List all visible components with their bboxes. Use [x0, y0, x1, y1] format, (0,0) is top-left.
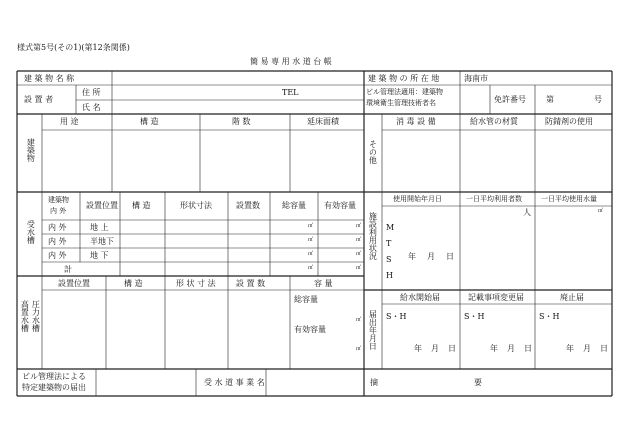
kyusuikan-header: 給水管の材質 [470, 117, 518, 126]
row2-total-unit: ㎥ [308, 237, 314, 243]
row3-inout: 内 外 [48, 251, 67, 260]
usage-hi: 日 [446, 252, 454, 261]
shape-header: 形状寸法 [180, 201, 212, 210]
row2-inout: 内 外 [48, 237, 67, 246]
kozo-header: 構 造 [140, 117, 159, 126]
building-side-label: 建築物 [26, 138, 36, 162]
remarks-label: 摘 [370, 378, 378, 387]
start-notice-hi: 日 [448, 344, 456, 353]
change-notice-tsuki: 月 [507, 344, 515, 353]
abolish-notice-header: 廃止届 [560, 293, 584, 302]
yoto-header: 用 途 [60, 117, 79, 126]
total-row-label: 計 [64, 265, 72, 274]
era-s: S [386, 255, 392, 264]
koochi-structure-header: 構 造 [124, 279, 143, 288]
koochi-position-header: 設置位置 [58, 279, 90, 288]
row1-effective-unit: ㎥ [356, 223, 362, 229]
kaisu-header: 階 数 [232, 117, 251, 126]
era-m: M [386, 223, 395, 232]
era-t: T [386, 239, 392, 248]
effective-capacity-header: 有効容量 [324, 201, 356, 210]
koochi-total-unit: ㎥ [356, 317, 362, 323]
row2-effective-unit: ㎥ [356, 237, 362, 243]
row1-position: 地 上 [90, 223, 109, 232]
dai-label: 第 [546, 95, 554, 104]
row3-total-unit: ㎥ [308, 251, 314, 257]
total-capacity-header: 総容量 [282, 201, 306, 210]
building-inout-header-2: 内 外 [50, 207, 67, 215]
abolish-notice-tsuki: 月 [583, 344, 591, 353]
operator-label: 受 水 道 事 業 名 [204, 378, 265, 387]
start-notice-header: 給水開始届 [400, 293, 440, 302]
unit-person: 人 [523, 208, 531, 217]
shodoku-header: 消 毒 設 備 [396, 117, 436, 126]
installer-label: 設 置 者 [24, 95, 54, 104]
abolish-notice-era: S・H [539, 312, 560, 321]
koochi-effective-capacity: 有効容量 [294, 325, 326, 334]
usage-nen: 年 [408, 252, 416, 261]
avg-users-header: 一日平均利用者数 [466, 195, 522, 203]
era-h: H [386, 271, 393, 280]
koochi-count-header: 設 置 数 [236, 279, 266, 288]
building-law-label-1: ビル管理法による [22, 372, 86, 381]
floor-area-header: 延床面積 [307, 117, 339, 126]
abolish-notice-hi: 日 [600, 344, 608, 353]
document-title: 簡 易 専 用 水 道 台 帳 [250, 57, 332, 66]
atsuryoku-side-label: 圧力水槽 [31, 300, 41, 332]
total-row-total-unit: ㎥ [308, 265, 314, 271]
row3-effective-unit: ㎥ [356, 251, 362, 257]
building-law-label-2: 特定建築物の届出 [22, 383, 86, 392]
row3-position: 地 下 [90, 251, 109, 260]
todokede-side-label: 届出年月日 [368, 310, 378, 350]
address-value: 海南市 [464, 74, 488, 83]
row1-inout: 内 外 [48, 223, 67, 232]
change-notice-era: S・H [464, 312, 485, 321]
start-notice-era: S・H [386, 312, 407, 321]
koochi-side-label: 高置水槽 [20, 300, 30, 332]
building-name-label: 建 築 物 名 称 [24, 74, 75, 83]
koochi-capacity-header: 容 量 [314, 279, 333, 288]
abolish-notice-nen: 年 [566, 344, 574, 353]
license-label: 免許番号 [494, 95, 526, 104]
go-label: 号 [594, 95, 602, 104]
change-notice-nen: 年 [490, 344, 498, 353]
remarks-label-2: 要 [474, 378, 482, 387]
tel-label: TEL [282, 88, 299, 97]
start-notice-tsuki: 月 [431, 344, 439, 353]
boseizai-header: 防錆剤の使用 [545, 117, 593, 126]
jusuiso-side-label: 受水槽 [26, 220, 36, 244]
avg-water-header: 一日平均使用水量 [541, 195, 597, 203]
row1-total-unit: ㎥ [308, 223, 314, 229]
position-header: 設置位置 [86, 201, 118, 210]
koochi-shape-header: 形 状 寸 法 [176, 279, 216, 288]
total-row-effective-unit: ㎥ [356, 265, 362, 271]
usage-side-label: 施設利用状況 [368, 212, 378, 260]
form-number: 様式第5号(その1)(第12条関係) [17, 43, 130, 52]
usage-tsuki: 月 [427, 252, 435, 261]
building-inout-header-1: 建築物 [48, 196, 69, 204]
count-header: 設置数 [236, 201, 260, 210]
unit-m3-usage: ㎥ [598, 208, 604, 214]
structure-header: 構 造 [132, 201, 151, 210]
koochi-effective-unit: ㎥ [356, 346, 362, 352]
row2-position: 半地下 [90, 237, 114, 246]
jusho-label: 住 所 [82, 88, 101, 97]
shimei-label: 氏 名 [82, 103, 101, 112]
koochi-total-capacity: 総容量 [294, 295, 318, 304]
manager-label-2: 環境衛生管理技術者名 [366, 99, 436, 107]
manager-label-1: ビル管理法適用：建築物 [366, 88, 443, 96]
change-notice-header: 記載事項変更届 [468, 293, 524, 302]
change-notice-hi: 日 [524, 344, 532, 353]
sonota-side-label: その他 [368, 140, 378, 164]
address-label: 建 築 物 の 所 在 地 [368, 74, 440, 83]
start-notice-nen: 年 [414, 344, 422, 353]
start-date-header: 使用開始年月日 [393, 195, 442, 203]
